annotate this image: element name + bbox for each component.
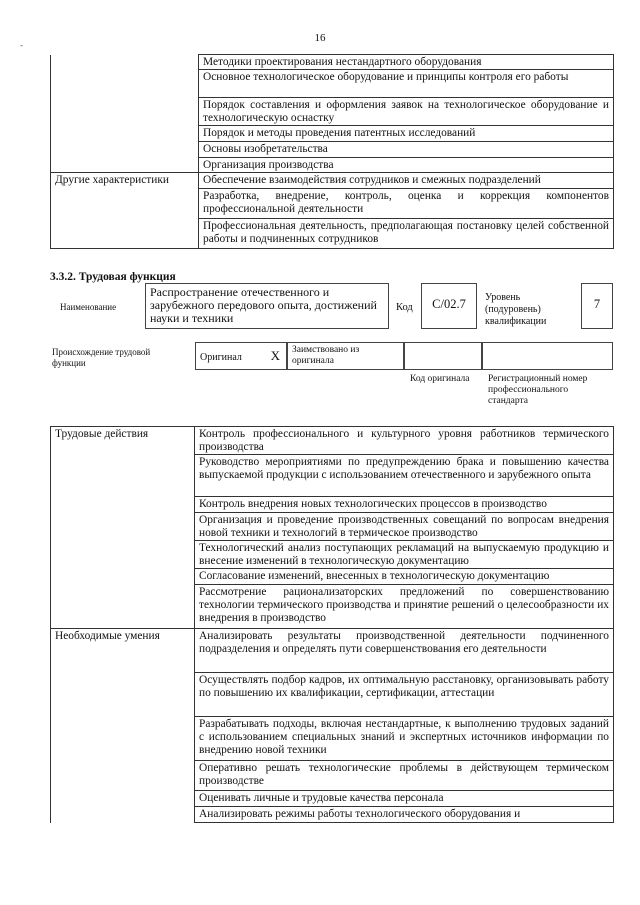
row-label-other: Другие характеристики [51, 173, 199, 189]
original-code-box [404, 342, 482, 370]
table-cell: Контроль внедрения новых технологических процессов в производство [195, 497, 614, 513]
functions-table [50, 426, 614, 823]
registration-box [482, 342, 613, 370]
table-cell: Порядок и методы проведения патентных исследований [199, 126, 614, 142]
table-cell: Обеспечение взаимодействия сотрудников и смежных подразделений [199, 173, 614, 189]
original-label: Оригинал [200, 352, 242, 363]
table-cell: Осуществлять подбор кадров, их оптимальную расстановку, организовывать работу по повышению их квалификации, сертификации, аттестации [195, 673, 614, 717]
name-label: Наименование [60, 302, 117, 312]
table-cell: Руководство мероприятиями по предупреждению брака и повышению качества выпускаемой продукции с использованием отечественного и зарубежного опыта [195, 455, 614, 497]
margin-mark: - [20, 40, 23, 50]
table-cell: Организация и проведение производственных совещаний по вопросам внедрения новой техники и технологий в термическое производство [195, 513, 614, 541]
borrowed-box: Заимствовано из оригинала [287, 342, 404, 370]
table-cell: Оперативно решать технологические проблемы в действующем термическом производстве [195, 761, 614, 791]
table-cell: Технологический анализ поступающих рекламаций на выпускаемую продукцию и внесение изменений в технологическую документацию [195, 541, 614, 569]
original-box [195, 342, 287, 370]
table-cell: Разрабатывать подходы, включая нестандартные, к выполнению трудовых заданий с использованием специальных знаний и экспертных источников информации по внедрению новой техники [195, 717, 614, 761]
original-mark: X [270, 348, 280, 363]
table-cell: Анализировать результаты производственной деятельности подчиненного подразделения и определять пути совершенствования его деятельности [195, 629, 614, 673]
row-label-actions: Трудовые действия [51, 427, 195, 455]
original-code-caption: Код оригинала [410, 374, 470, 384]
section-heading: 3.3.2. Трудовая функция [50, 271, 176, 283]
page-number: 16 [314, 32, 326, 44]
registration-caption: Регистрационный номер профессионального стандарта [488, 374, 588, 406]
table-cell: Контроль профессионального и культурного уровня работников термического производства [195, 427, 614, 455]
table-cell: Согласование изменений, внесенных в технологическую документацию [195, 569, 614, 585]
function-code: C/02.7 [421, 283, 477, 329]
table-cell: Основы изобретательства [199, 142, 614, 158]
row-label-skills: Необходимые умения [51, 629, 195, 673]
table-cell: Рассмотрение рационализаторских предложений по совершенствованию технологии термического производства и принятие решений о целесообразности их внедрения в производство [195, 585, 614, 629]
qualification-level: 7 [581, 283, 613, 329]
characteristics-table [50, 54, 614, 249]
table-cell: Профессиональная деятельность, предполагающая постановку целей собственной работы и подчиненных сотрудников [199, 219, 614, 249]
table-cell: Оценивать личные и трудовые качества персонала [195, 791, 614, 807]
table-cell: Разработка, внедрение, контроль, оценка и коррекция компонентов профессиональной деятельности [199, 189, 614, 219]
table-cell: Организация производства [199, 158, 614, 173]
level-label: Уровень (подуровень) квалификации [485, 292, 547, 327]
origin-label: Происхождение трудовой функции [52, 347, 151, 368]
code-label: Код [396, 302, 413, 313]
table-cell: Порядок составления и оформления заявок на технологическое оборудование и технологическую оснастку [199, 98, 614, 126]
table-cell: Анализировать режимы работы технологического оборудования и [195, 807, 614, 823]
function-name: Распространение отечественного и зарубежного передового опыта, достижений науки и техники [145, 283, 389, 329]
table-cell: Методики проектирования нестандартного оборудования [199, 55, 614, 70]
table-cell: Основное технологическое оборудование и принципы контроля его работы [199, 70, 614, 98]
